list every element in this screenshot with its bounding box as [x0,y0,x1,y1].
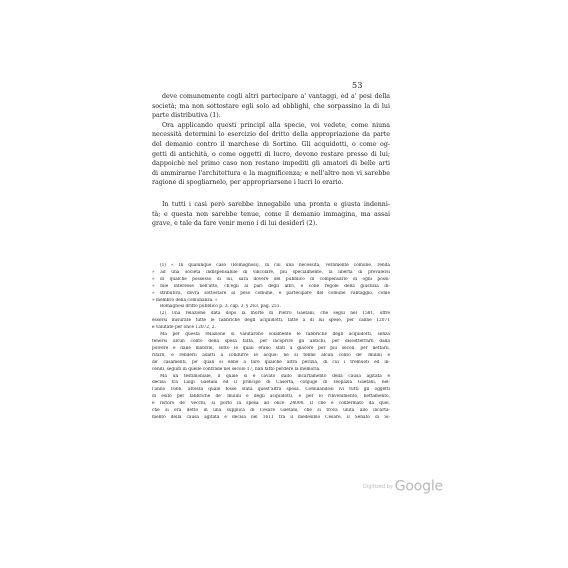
note-line: di esito per fabbriche de' mulini e degli acquidotti, e per lo rinvenimento, nettamento, [152,394,390,400]
text-line: tà; e questa non sarebbe tenue, come il demanio immagina, ma assai [152,210,390,218]
footnote [152,304,390,311]
paragraph [152,200,390,229]
footnote [152,332,390,373]
note-line: che si era detto in una supplica di Cesare Gaetani, che si trova unita allo incarta- [152,408,390,414]
watermark-prefix: Digitized by [363,483,393,490]
text-line: di ammirarne l'architettura e la magnificenza; e nell'altro non vi sarebbe [152,169,390,177]
digitized-by-watermark [363,476,443,495]
text-line: ragione di spogliarnelo, per appropriarsene i lucri lo erario. [152,179,344,187]
note-line: e valutate per once 12072, 2. [152,325,216,331]
text-line: grave, e tale da fare venir meno i di lui desiderî (2). [152,220,318,228]
footnotes [152,263,390,422]
note-line: » membro della comunanza. » [152,297,218,303]
note-line: essersi misurate tutte le fabbriche degli acquidotti, fatte a di lui spese, per canne 12071 [152,318,390,324]
note-line: » ad una società indispensabile di vincolare, più specialmente, la libertà di prevalersi [152,269,390,275]
footnote [152,263,390,304]
text-line: In tutti i casi però sarebbe innegabile una pronta e giusta indenni- [162,200,390,208]
note-line: e ristoro de' vecchi, si portò la spesa ad once 24000. Il che è confermato da quel, [152,401,390,407]
page-number: 53 [352,81,363,90]
note-line: (2) Una relazione data dopo la morte di Pietro Gaetani, che seguì nel 1581, offre [160,311,390,317]
text-line: parte distributiva (1). [152,112,221,120]
text-line: dappoichè nel primo caso non restano impediti gli amatori di belle arti [152,160,390,168]
footnote [152,374,390,422]
paragraph [152,92,390,121]
note-line: (1) « In qualunque caso (Romagnosi), in cui una necessità, veramente comune, renda [160,263,390,268]
text-line: necessità determini lo esercizio del dritto della appropriazione da parte [152,131,390,139]
note-line: de' casamenti, pe' quali si ebbe a fare qualche altra perizia, di cui i tremuoti ed in- [152,359,390,365]
note-line: » stributiva, dovrà sottostare al peso comune, e partecipare del comune vantaggio, come [152,290,390,296]
note-line: rifarli, e renderli adatti a condurre le acque: nè si tenne alcun conto de' mulini e [152,352,390,358]
text-line: del demanio contro il marchese di Sortino. Gli acquidotti, o come og- [152,140,390,148]
text-line: società; ma non sottostare egli solo ad obblighi, che sorpassino la di lui [152,102,390,110]
text-line: deve comunemente cogli altri partecipare a' vantaggi, ed a' pesi della [162,93,390,100]
paragraph [152,121,390,188]
note-line: » di qualche possesso di lui, sarà dovere del pubblico di compensarlo di ogni possi- [152,276,390,282]
note-line: decisa tra Luigi Gaetani ed il principe di Caserta, conjuge di Teopazia Gaetani, nel- [152,380,390,386]
note-line: cendi, seguiti in quelle contrade nel secolo 17, han fatto perdere la memoria. [152,366,321,372]
text-line: getti di antichità, o come oggetti di lucro, devono restare presso di lui; [152,150,390,158]
note-line: mento della causa agitata e decisa nel 1611 tra il medesimo Cesare, il Senato di Si- [152,414,390,420]
note-line: Ma un testimoniale, il quale si è cavato dallo incartamento della causa agitata e [160,373,390,379]
note-line: l'anno 1666, attesta quale fosse stata quest'altra spesa. Comulandosi ivi tutti gli oggetti [152,387,390,393]
text-line: Ora applicando questi principî alla specie, voi vedete, come niuna [162,121,390,129]
main-text [152,92,390,229]
note-line: Romagnosi dritto pubblico p. 3, cap. 3, § 263, pag. 251. [160,304,281,310]
google-logo: Google [394,478,443,495]
footnote [152,311,390,332]
note-line: » bile interesse nell'atto, ch'egli al pari degli altri, e colle regole della giustizia di- [152,283,390,289]
note-line: tenersi alcun conto della spesa fatta, per incoprire gli antichi, per dissotterrarli dalla [152,338,390,344]
note-line: polvere e dalle materie, sotto le quali erano stati a giacere per più secoli, per nettarli, [152,345,390,351]
note-line: Ma per questa relazione si valutarono solamente le fabbriche degli acquidotti, senza [160,332,390,338]
